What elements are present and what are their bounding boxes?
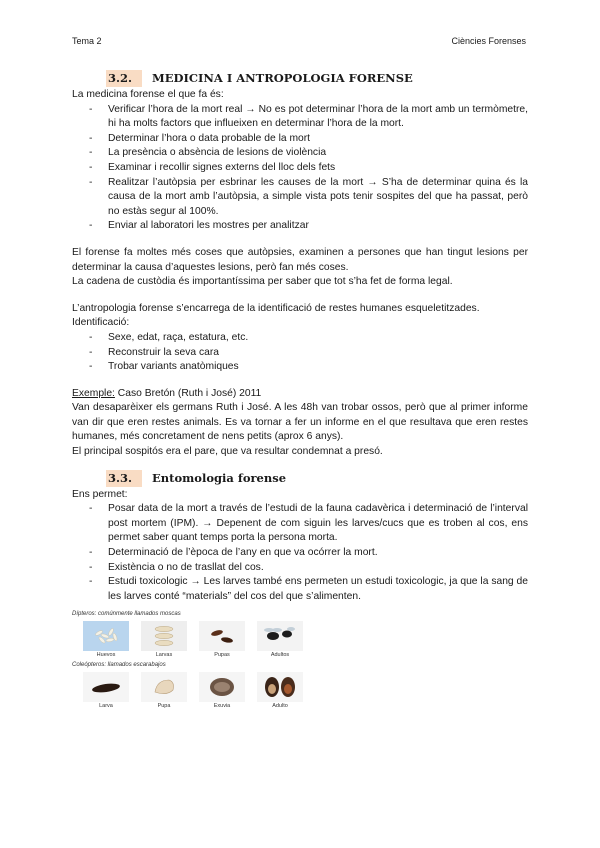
forensic-medicine-list — [72, 103, 528, 234]
diptera-caption: Dípteros: comúnmente llamados moscas — [72, 611, 181, 618]
coleoptera-adult — [256, 672, 304, 710]
paragraph: La cadena de custòdia és importantíssima per saber que tot s’ha fet de forma legal. — [72, 276, 453, 288]
list-item: - Reconstruir la seva cara — [72, 346, 528, 361]
list-item: - Sexe, edat, raça, estatura, etc. — [72, 331, 528, 346]
list-item: - Existència o no de trasllat del cos. — [72, 561, 528, 576]
diptera-pupae — [198, 621, 246, 659]
list-item: - Determinació de l’època de l’any en que va ocórrer la mort. — [72, 546, 528, 561]
coleoptera-exuvia — [198, 672, 246, 710]
list-item: - Determinar l’hora o data probable de la mort — [72, 132, 528, 147]
exuvia-image — [199, 672, 245, 702]
larvae-image — [141, 621, 187, 651]
intro-text: La medicina forense el que fa és: — [72, 89, 224, 100]
insect-stages-figure — [72, 610, 332, 710]
section-number: 3.3. — [106, 470, 142, 487]
diptera-adults — [256, 621, 304, 659]
coleoptera-larva — [82, 672, 130, 710]
pupae-image — [199, 621, 245, 651]
coleoptera-caption: Coleópteros: llamados escarabajos — [72, 662, 166, 669]
paragraph: Identificació: — [72, 317, 130, 329]
stage-label: Larva — [99, 703, 113, 710]
stage-label: Adultos — [270, 652, 290, 659]
paragraph: Van desaparèixer els germans Ruth i José. A les 48h van trobar ossos, però que al primer informe van dir que eren restes animals. Es va tornar a fer un informe en el que resultava que eren restes humanes, més concretament de nens petits (aprox 6 anys). — [72, 402, 528, 443]
section-title: MEDICINA I ANTROPOLOGIA FORENSE — [152, 71, 413, 85]
diptera-row — [82, 621, 332, 659]
beetle-pupa-image — [141, 672, 187, 702]
coleoptera-pupa — [140, 672, 188, 710]
list-item: - Estudi toxicologic → Les larves també ens permeten un estudi toxicologic, ja que la sang de les larves conté “materials” del cos del que s’alimenten. — [72, 575, 528, 604]
paragraph: El forense fa moltes més coses que autòpsies, examinen a persones que han tingut lesions per determinar la causa d’aquestes lesions, però fan més coses. — [72, 246, 528, 273]
stage-label: Pupa — [157, 703, 171, 710]
list-item: - La presència o absència de lesions de violència — [72, 146, 528, 161]
example-heading — [72, 387, 528, 402]
adult-flies-image — [257, 621, 303, 651]
intro-text: Ens permet: — [72, 488, 128, 500]
list-item: - Posar data de la mort a través de l’estudi de la fauna cadavèrica i determinació de l’interval post mortem (IPM). → Depenent de com siguin les larves/cucs que es troben al cos, ens permet saber quant temps porta la persona morta. — [72, 502, 528, 546]
stage-label: Huevos — [96, 652, 116, 659]
page-content — [72, 70, 528, 712]
section-title: Entomologia forense — [152, 470, 287, 485]
beetle-larva-image — [83, 672, 129, 702]
header-topic: Tema 2 — [72, 36, 102, 46]
stage-label: Larvas — [155, 652, 173, 659]
stage-label: Exuvia — [213, 703, 231, 710]
diptera-eggs — [82, 621, 130, 659]
list-item: - Examinar i recollir signes externs del lloc dels fets — [72, 161, 528, 176]
stage-label: Pupas — [214, 652, 230, 659]
diptera-larvae — [140, 621, 188, 659]
coleoptera-row — [82, 672, 332, 710]
identification-list — [72, 331, 528, 375]
section-number: 3.2. — [106, 70, 142, 87]
entomology-list — [72, 502, 528, 604]
example-label: Exemple: — [72, 387, 115, 399]
list-item: - Realitzar l’autòpsia per esbrinar les causes de la mort → S’ha de determinar quina és la causa de la mort amb l’autòpsia, a simple vista pots tenir sospites del que ha passat, però no estàs segur al 100%. — [72, 176, 528, 220]
section-heading-3-3 — [106, 470, 528, 487]
example-title: Caso Bretón (Ruth i José) 2011 — [114, 387, 262, 399]
list-item: - Enviar al laboratori les mostres per analitzar — [72, 219, 528, 234]
list-item: - Verificar l’hora de la mort real → No es pot determinar l’hora de la mort amb un termòmetre, hi ha molts factors que influeixen en determinar l’hora de la mort. — [72, 103, 528, 132]
paragraph: El principal sospitós era el pare, que va resultar condemnat a presó. — [72, 446, 383, 458]
list-item: - Trobar variants anatòmiques — [72, 360, 528, 375]
eggs-image — [83, 621, 129, 651]
section-heading-3-2 — [106, 70, 528, 87]
paragraph: L’antropologia forense s’encarrega de la identificació de restes humanes esqueletitzades. — [72, 302, 480, 314]
header-subject: Ciències Forenses — [451, 36, 526, 46]
adult-beetles-image — [257, 672, 303, 702]
stage-label: Adulto — [272, 703, 288, 710]
